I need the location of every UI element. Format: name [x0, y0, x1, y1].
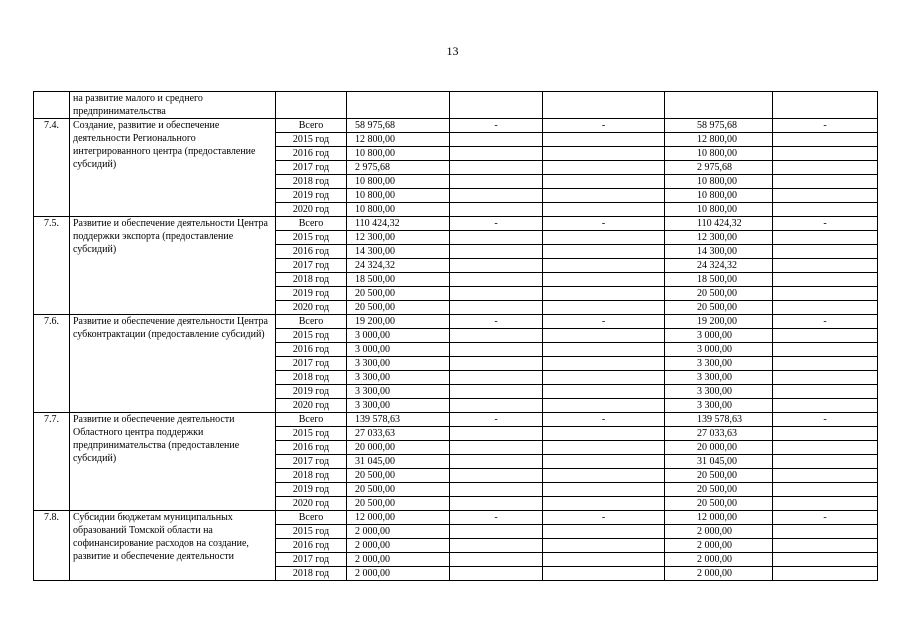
year-cell: Всего [276, 511, 347, 525]
total-cell: 19 200,00 [347, 315, 450, 329]
other-sources-cell [773, 455, 878, 469]
year-cell: 2015 год [276, 133, 347, 147]
item-name: Субсидии бюджетам муниципальных образований Томской области на софинансирование расходов на создание, развитие и обеспечение деятельности [70, 511, 276, 581]
other-sources-cell [773, 259, 878, 273]
year-cell: 2019 год [276, 189, 347, 203]
federal-budget-cell: - [450, 217, 543, 231]
item-name: Создание, развитие и обеспечение деятельности Регионального интегрированного центра (предоставление субсидий) [70, 119, 276, 217]
federal-budget-cell [450, 329, 543, 343]
other-sources-cell [773, 399, 878, 413]
total-cell: 20 000,00 [347, 441, 450, 455]
federal-budget-cell [450, 385, 543, 399]
item-number: 7.4. [34, 119, 70, 217]
year-cell: 2018 год [276, 469, 347, 483]
other-sources-cell [773, 343, 878, 357]
year-cell: 2016 год [276, 343, 347, 357]
other-sources-cell [773, 371, 878, 385]
year-cell: 2019 год [276, 385, 347, 399]
item-total-row [34, 315, 878, 329]
local-budget-cell: 27 033,63 [665, 427, 773, 441]
local-budget-cell: 110 424,32 [665, 217, 773, 231]
total-cell: 27 033,63 [347, 427, 450, 441]
year-cell: 2018 год [276, 371, 347, 385]
local-budget-cell: 3 300,00 [665, 371, 773, 385]
year-cell: Всего [276, 217, 347, 231]
year-cell: 2016 год [276, 539, 347, 553]
other-sources-cell: - [773, 217, 878, 231]
total-cell: 10 800,00 [347, 175, 450, 189]
regional-budget-cell [543, 329, 665, 343]
year-cell: 2017 год [276, 553, 347, 567]
year-cell: 2015 год [276, 525, 347, 539]
continuation-name: на развитие малого и среднего предпринимательства [70, 92, 276, 119]
year-cell: 2017 год [276, 455, 347, 469]
total-cell: 31 045,00 [347, 455, 450, 469]
federal-budget-cell [450, 441, 543, 455]
total-cell: 2 975,68 [347, 161, 450, 175]
total-cell: 20 500,00 [347, 287, 450, 301]
regional-budget-cell [543, 371, 665, 385]
regional-budget-cell [543, 357, 665, 371]
federal-budget-cell [450, 147, 543, 161]
total-cell: 14 300,00 [347, 245, 450, 259]
other-sources-cell [773, 483, 878, 497]
regional-budget-cell [543, 525, 665, 539]
local-budget-cell: 139 578,63 [665, 413, 773, 427]
total-cell: 110 424,32 [347, 217, 450, 231]
other-sources-cell [773, 567, 878, 581]
year-cell: Всего [276, 413, 347, 427]
item-number: 7.8. [34, 511, 70, 581]
federal-budget-cell [450, 483, 543, 497]
year-cell: 2020 год [276, 301, 347, 315]
year-cell: 2015 год [276, 329, 347, 343]
other-sources-cell [773, 231, 878, 245]
item-name: Развитие и обеспечение деятельности Областного центра поддержки предпринимательства (предоставление субсидий) [70, 413, 276, 511]
federal-budget-cell: - [450, 511, 543, 525]
federal-budget-cell [450, 203, 543, 217]
federal-budget-cell [450, 567, 543, 581]
regional-budget-cell [543, 189, 665, 203]
local-budget-cell: 12 800,00 [665, 133, 773, 147]
local-budget-cell: 20 500,00 [665, 287, 773, 301]
year-cell: 2019 год [276, 483, 347, 497]
year-cell: 2016 год [276, 147, 347, 161]
regional-budget-cell [543, 567, 665, 581]
total-cell: 10 800,00 [347, 147, 450, 161]
total-cell: 20 500,00 [347, 483, 450, 497]
federal-budget-cell [450, 455, 543, 469]
local-budget-cell: 18 500,00 [665, 273, 773, 287]
item-number: 7.7. [34, 413, 70, 511]
regional-budget-cell: - [543, 315, 665, 329]
regional-budget-cell [543, 245, 665, 259]
total-cell: 3 000,00 [347, 343, 450, 357]
total-cell: 20 500,00 [347, 469, 450, 483]
regional-budget-cell [543, 469, 665, 483]
other-sources-cell: - [773, 315, 878, 329]
year-cell: 2018 год [276, 273, 347, 287]
year-cell: Всего [276, 315, 347, 329]
year-cell: 2020 год [276, 399, 347, 413]
item-total-row [34, 413, 878, 427]
budget-table [33, 91, 878, 581]
regional-budget-cell [543, 147, 665, 161]
total-cell: 3 300,00 [347, 371, 450, 385]
total-cell: 20 500,00 [347, 497, 450, 511]
federal-budget-cell [450, 189, 543, 203]
item-total-row [34, 511, 878, 525]
federal-budget-cell [450, 301, 543, 315]
item-total-row [34, 217, 878, 231]
local-budget-cell: 19 200,00 [665, 315, 773, 329]
year-cell: 2018 год [276, 175, 347, 189]
federal-budget-cell [450, 175, 543, 189]
local-budget-cell: 10 800,00 [665, 147, 773, 161]
regional-budget-cell [543, 301, 665, 315]
other-sources-cell: - [773, 413, 878, 427]
federal-budget-cell [450, 259, 543, 273]
federal-budget-cell [450, 399, 543, 413]
year-cell: Всего [276, 119, 347, 133]
total-cell: 10 800,00 [347, 203, 450, 217]
regional-budget-cell [543, 553, 665, 567]
local-budget-cell: 3 300,00 [665, 357, 773, 371]
total-cell: 3 300,00 [347, 385, 450, 399]
other-sources-cell [773, 539, 878, 553]
item-total-row [34, 119, 878, 133]
federal-budget-cell [450, 553, 543, 567]
item-number: 7.5. [34, 217, 70, 315]
other-sources-cell [773, 287, 878, 301]
local-budget-cell: 20 500,00 [665, 497, 773, 511]
local-budget-cell: 10 800,00 [665, 175, 773, 189]
local-budget-cell: 20 500,00 [665, 469, 773, 483]
local-budget-cell: 2 000,00 [665, 553, 773, 567]
federal-budget-cell [450, 469, 543, 483]
federal-budget-cell: - [450, 315, 543, 329]
continuation-num-cell [34, 92, 70, 119]
other-sources-cell [773, 161, 878, 175]
regional-budget-cell [543, 203, 665, 217]
local-budget-cell: 3 000,00 [665, 329, 773, 343]
local-budget-cell: 12 300,00 [665, 231, 773, 245]
regional-budget-cell [543, 231, 665, 245]
federal-budget-cell [450, 133, 543, 147]
local-budget-cell: 2 000,00 [665, 539, 773, 553]
year-cell: 2017 год [276, 161, 347, 175]
other-sources-cell [773, 245, 878, 259]
other-sources-cell [773, 385, 878, 399]
page-number: 13 [446, 44, 459, 58]
regional-budget-cell [543, 175, 665, 189]
local-budget-cell: 2 000,00 [665, 567, 773, 581]
other-sources-cell [773, 273, 878, 287]
other-sources-cell [773, 525, 878, 539]
other-sources-cell: - [773, 119, 878, 133]
federal-budget-cell [450, 525, 543, 539]
regional-budget-cell [543, 483, 665, 497]
local-budget-cell: 24 324,32 [665, 259, 773, 273]
other-sources-cell [773, 203, 878, 217]
local-budget-cell: 12 000,00 [665, 511, 773, 525]
total-cell: 18 500,00 [347, 273, 450, 287]
regional-budget-cell: - [543, 413, 665, 427]
regional-budget-cell [543, 385, 665, 399]
total-cell: 2 000,00 [347, 539, 450, 553]
total-cell: 2 000,00 [347, 525, 450, 539]
regional-budget-cell [543, 399, 665, 413]
federal-budget-cell [450, 427, 543, 441]
other-sources-cell [773, 133, 878, 147]
regional-budget-cell [543, 259, 665, 273]
local-budget-cell: 14 300,00 [665, 245, 773, 259]
other-sources-cell [773, 357, 878, 371]
year-cell: 2020 год [276, 203, 347, 217]
federal-budget-cell [450, 161, 543, 175]
year-cell: 2015 год [276, 231, 347, 245]
federal-budget-cell: - [450, 119, 543, 133]
local-budget-cell: 2 975,68 [665, 161, 773, 175]
year-cell: 2017 год [276, 259, 347, 273]
other-sources-cell [773, 175, 878, 189]
total-cell: 24 324,32 [347, 259, 450, 273]
item-name: Развитие и обеспечение деятельности Центра субконтрактации (предоставление субсидий) [70, 315, 276, 413]
other-sources-cell [773, 329, 878, 343]
regional-budget-cell [543, 427, 665, 441]
local-budget-cell: 3 300,00 [665, 385, 773, 399]
total-cell: 12 300,00 [347, 231, 450, 245]
federal-budget-cell [450, 273, 543, 287]
continuation-row [34, 92, 878, 119]
total-cell: 12 000,00 [347, 511, 450, 525]
regional-budget-cell [543, 161, 665, 175]
total-cell: 12 800,00 [347, 133, 450, 147]
local-budget-cell: 31 045,00 [665, 455, 773, 469]
federal-budget-cell [450, 357, 543, 371]
regional-budget-cell [543, 441, 665, 455]
item-number: 7.6. [34, 315, 70, 413]
other-sources-cell [773, 553, 878, 567]
regional-budget-cell [543, 539, 665, 553]
federal-budget-cell [450, 231, 543, 245]
local-budget-cell: 10 800,00 [665, 189, 773, 203]
other-sources-cell [773, 147, 878, 161]
regional-budget-cell [543, 273, 665, 287]
federal-budget-cell [450, 497, 543, 511]
regional-budget-cell: - [543, 511, 665, 525]
other-sources-cell [773, 301, 878, 315]
year-cell: 2019 год [276, 287, 347, 301]
local-budget-cell: 3 000,00 [665, 343, 773, 357]
other-sources-cell [773, 427, 878, 441]
total-cell: 3 300,00 [347, 357, 450, 371]
regional-budget-cell: - [543, 119, 665, 133]
federal-budget-cell: - [450, 413, 543, 427]
regional-budget-cell: - [543, 217, 665, 231]
total-cell: 3 300,00 [347, 399, 450, 413]
regional-budget-cell [543, 455, 665, 469]
local-budget-cell: 20 500,00 [665, 483, 773, 497]
local-budget-cell: 2 000,00 [665, 525, 773, 539]
regional-budget-cell [543, 497, 665, 511]
total-cell: 2 000,00 [347, 567, 450, 581]
regional-budget-cell [543, 343, 665, 357]
other-sources-cell [773, 441, 878, 455]
other-sources-cell: - [773, 511, 878, 525]
other-sources-cell [773, 469, 878, 483]
federal-budget-cell [450, 539, 543, 553]
year-cell: 2016 год [276, 441, 347, 455]
total-cell: 20 500,00 [347, 301, 450, 315]
total-cell: 2 000,00 [347, 553, 450, 567]
local-budget-cell: 3 300,00 [665, 399, 773, 413]
total-cell: 58 975,68 [347, 119, 450, 133]
total-cell: 3 000,00 [347, 329, 450, 343]
other-sources-cell [773, 497, 878, 511]
regional-budget-cell [543, 133, 665, 147]
year-cell: 2016 год [276, 245, 347, 259]
federal-budget-cell [450, 343, 543, 357]
item-name: Развитие и обеспечение деятельности Центра поддержки экспорта (предоставление субсидий) [70, 217, 276, 315]
local-budget-cell: 10 800,00 [665, 203, 773, 217]
federal-budget-cell [450, 245, 543, 259]
total-cell: 10 800,00 [347, 189, 450, 203]
local-budget-cell: 20 500,00 [665, 301, 773, 315]
year-cell: 2015 год [276, 427, 347, 441]
federal-budget-cell [450, 287, 543, 301]
total-cell: 139 578,63 [347, 413, 450, 427]
year-cell: 2020 год [276, 497, 347, 511]
other-sources-cell [773, 189, 878, 203]
year-cell: 2018 год [276, 567, 347, 581]
federal-budget-cell [450, 371, 543, 385]
year-cell: 2017 год [276, 357, 347, 371]
regional-budget-cell [543, 287, 665, 301]
local-budget-cell: 20 000,00 [665, 441, 773, 455]
local-budget-cell: 58 975,68 [665, 119, 773, 133]
